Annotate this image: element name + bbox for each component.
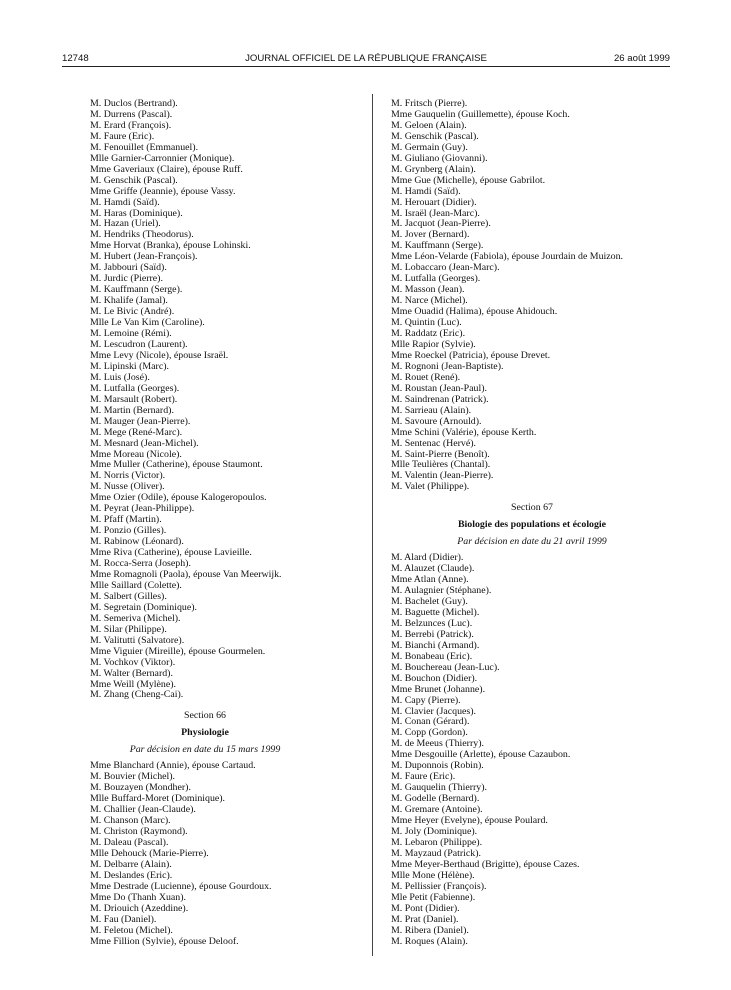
- name-entry: M. Sentenac (Hervé).: [391, 437, 476, 449]
- name-entry: M. Faure (Eric).: [90, 130, 155, 142]
- name-entry: M. Duponnois (Robin).: [391, 760, 484, 772]
- name-entry: M. Alauzet (Claude).: [391, 563, 475, 575]
- name-entry: M. Sarrieau (Alain).: [391, 404, 472, 416]
- name-entry: Mme Léon-Velarde (Fabiola), épouse Jourdain de Muizon.: [391, 251, 623, 263]
- name-entry: M. Valitutti (Salvatore).: [90, 634, 185, 646]
- name-entry: M. Lescudron (Laurent).: [90, 338, 188, 350]
- name-entry: M. Zhang (Cheng-Cai).: [90, 689, 184, 701]
- page-number: 12748: [62, 53, 89, 64]
- name-entry: M. Lutfalla (Georges).: [90, 382, 180, 394]
- name-entry: M. Luis (José).: [90, 371, 150, 383]
- name-entry: M. Alard (Didier).: [391, 552, 464, 564]
- name-entry: M. Rabinow (Léonard).: [90, 536, 184, 548]
- name-entry: M. Genschik (Pascal).: [90, 174, 178, 186]
- name-entry: M. Rocca-Serra (Joseph).: [90, 558, 191, 570]
- name-entry: M. Lemoine (Rémi).: [90, 328, 172, 340]
- name-entry: Mme Viguier (Mireille), épouse Gourmelen.: [90, 645, 266, 657]
- name-entry: Mme Blanchard (Annie), épouse Cartaud.: [90, 760, 256, 772]
- name-entry: M. Jurdic (Pierre).: [90, 273, 163, 285]
- name-entry: M. Driouich (Azeddine).: [90, 902, 189, 914]
- section-66-decision: Par décision en date du 15 mars 1999: [129, 744, 281, 756]
- name-entry: M. Gremare (Antoine).: [391, 804, 483, 816]
- name-entry: M. Mesnard (Jean-Michel).: [90, 437, 199, 449]
- name-entry: Mme Schini (Valérie), épouse Kerth.: [391, 426, 537, 438]
- page-header: [62, 53, 670, 67]
- name-entry: Mlle Teulières (Chantal).: [391, 459, 491, 471]
- left-names-list-a: [90, 99, 366, 701]
- name-entry: M. Quintin (Luc).: [391, 317, 462, 329]
- name-entry: M. Jover (Bernard).: [391, 229, 470, 241]
- name-entry: Mme Desgouille (Arlette), épouse Cazaubon.: [391, 749, 571, 761]
- name-entry: M. Hamdi (Saïd).: [90, 196, 160, 208]
- name-entry: M. Roustan (Jean-Paul).: [391, 382, 487, 394]
- name-entry: Mme Romagnoli (Paola), épouse Van Meerwijk.: [90, 568, 282, 580]
- section-67-title: Biologie des populations et écologie: [457, 519, 607, 531]
- name-entry: M. Capy (Pierre).: [391, 694, 461, 706]
- section-67-number: Section 67: [511, 502, 553, 514]
- name-entry: M. Bouvier (Michel).: [90, 771, 176, 783]
- name-entry: M. Segretain (Dominique).: [90, 601, 197, 613]
- name-entry: M. Norris (Victor).: [90, 470, 166, 482]
- name-entry: M. Savoure (Arnould).: [391, 415, 482, 427]
- section-67-decision: Par décision en date du 21 avril 1999: [457, 536, 607, 548]
- name-entry: M. Godelle (Bernard).: [391, 793, 480, 805]
- name-entry: M. Belzunces (Luc).: [391, 617, 473, 629]
- name-entry: Mme Moreau (Nicole).: [90, 448, 182, 460]
- name-entry: Mme Griffe (Jeannie), épouse Vassy.: [90, 185, 236, 197]
- journal-title: JOURNAL OFFICIEL DE LA RÉPUBLIQUE FRANÇAISE: [245, 53, 487, 64]
- name-entry: M. Prat (Daniel).: [391, 913, 459, 925]
- name-entry: Mme Levy (Nicole), épouse Israël.: [90, 349, 229, 361]
- name-entry: M. Pont (Didier).: [391, 902, 460, 914]
- name-entry: M. Herouart (Didier).: [391, 196, 477, 208]
- name-entry: M. Deslandes (Eric).: [90, 869, 173, 881]
- name-entry: M. Ribera (Daniel).: [391, 924, 469, 936]
- name-entry: M. Lebaron (Philippe).: [391, 836, 483, 848]
- name-entry: Mme Do (Thanh Xuan).: [90, 891, 186, 903]
- name-entry: Mlle Dehouck (Marie-Pierre).: [90, 847, 209, 859]
- name-entry: M. Bouzayen (Mondher).: [90, 782, 191, 794]
- name-entry: M. Marsault (Robert).: [90, 393, 178, 405]
- name-entry: Mme Destrade (Lucienne), épouse Gourdoux.: [90, 880, 272, 892]
- left-names-list-b: [90, 761, 366, 947]
- name-entry: M. Lutfalla (Georges).: [391, 273, 481, 285]
- name-entry: M. Rognoni (Jean-Baptiste).: [391, 360, 504, 372]
- name-entry: Mlle Saillard (Colette).: [90, 579, 182, 591]
- name-entry: M. Peyrat (Jean-Philippe).: [90, 503, 195, 515]
- name-entry: M. Bouchon (Didier).: [391, 672, 478, 684]
- name-entry: M. Challier (Jean-Claude).: [90, 804, 196, 816]
- right-names-list-a: [391, 99, 673, 493]
- name-entry: M. Duclos (Bertrand).: [90, 98, 178, 109]
- name-entry: M. Saint-Pierre (Benoît).: [391, 448, 490, 460]
- name-entry: M. Jacquot (Jean-Pierre).: [391, 218, 491, 230]
- name-entry: M. Valet (Philippe).: [391, 481, 470, 493]
- name-entry: Mme Gaveriaux (Claire), épouse Ruff.: [90, 163, 243, 175]
- name-entry: M. Hendriks (Theodorus).: [90, 229, 194, 241]
- name-entry: M. Martin (Bernard).: [90, 404, 174, 416]
- name-entry: M. Bonabeau (Eric).: [391, 650, 473, 662]
- name-entry: Mme Riva (Catherine), épouse Lavieille.: [90, 547, 252, 559]
- name-entry: Mlle Le Van Kim (Caroline).: [90, 317, 205, 329]
- name-entry: Mme Weill (Mylène).: [90, 678, 176, 690]
- name-entry: M. Pellissier (François).: [391, 880, 487, 892]
- name-entry: M. Lobaccaro (Jean-Marc).: [391, 262, 500, 274]
- name-entry: M. Jabbouri (Saïd).: [90, 262, 167, 274]
- name-entry: M. Conan (Gérard).: [391, 716, 470, 728]
- name-entry: M. Gauquelin (Thierry).: [391, 782, 487, 794]
- name-entry: M. Lipinski (Marc).: [90, 360, 169, 372]
- name-entry: M. Khalife (Jamal).: [90, 295, 168, 307]
- name-entry: M. Le Bivic (André).: [90, 306, 175, 318]
- name-entry: Mme Ozier (Odile), épouse Kalogeropoulos.: [90, 492, 267, 504]
- name-entry: M. Israël (Jean-Marc).: [391, 207, 480, 219]
- section-66-number: Section 66: [184, 710, 226, 722]
- name-entry: M. Fau (Daniel).: [90, 913, 157, 925]
- name-entry: M. Berrebi (Patrick).: [391, 628, 474, 640]
- name-entry: M. Mayzaud (Patrick).: [391, 847, 481, 859]
- name-entry: M. Erard (François).: [90, 119, 172, 131]
- name-entry: Mme Meyer-Berthaud (Brigitte), épouse Cazes.: [391, 858, 580, 870]
- name-entry: Mme Brunet (Johanne).: [391, 683, 486, 695]
- section-66-title: Physiologie: [181, 727, 229, 739]
- name-entry: M. Fenouillet (Emmanuel).: [90, 141, 199, 153]
- name-entry: M. Bianchi (Armand).: [391, 639, 480, 651]
- publication-date: 26 août 1999: [613, 53, 670, 64]
- column-divider: [372, 94, 373, 956]
- header-rule: [62, 66, 670, 67]
- name-entry: M. Copp (Gordon).: [391, 727, 468, 739]
- name-entry: Mme Roeckel (Patricia), épouse Drevet.: [391, 349, 551, 361]
- name-entry: M. Vochkov (Viktor).: [90, 656, 176, 668]
- name-entry: M. Delbarre (Alain).: [90, 858, 172, 870]
- right-column: [391, 99, 673, 947]
- name-entry: M. Durrens (Pascal).: [90, 108, 173, 120]
- name-entry: M. Roques (Alain).: [391, 935, 468, 947]
- name-entry: M. Mege (René-Marc).: [90, 426, 183, 438]
- name-entry: M. Kauffmann (Serge).: [90, 284, 183, 296]
- name-entry: M. Haras (Dominique).: [90, 207, 183, 219]
- name-entry: M. Salbert (Gilles).: [90, 590, 167, 602]
- name-entry: Mme Muller (Catherine), épouse Staumont.: [90, 459, 263, 471]
- name-entry: M. Baguette (Michel).: [391, 606, 480, 618]
- name-entry: Mme Fillion (Sylvie), épouse Deloof.: [90, 935, 239, 947]
- name-entry: M. Clavier (Jacques).: [391, 705, 477, 717]
- name-entry: Mme Horvat (Branka), épouse Lohinski.: [90, 240, 251, 252]
- name-entry: Mme Gue (Michelle), épouse Gabrilot.: [391, 174, 546, 186]
- right-names-list-b: [391, 553, 673, 947]
- name-entry: M. de Meeus (Thierry).: [391, 738, 484, 750]
- name-entry: Mlle Buffard-Moret (Dominique).: [90, 793, 226, 805]
- name-entry: M. Geloen (Alain).: [391, 119, 467, 131]
- name-entry: M. Raddatz (Eric).: [391, 328, 466, 340]
- name-entry: Mle Petit (Fabienne).: [391, 891, 476, 903]
- name-entry: M. Grynberg (Alain).: [391, 163, 476, 175]
- name-entry: Mme Heyer (Evelyne), épouse Poulard.: [391, 815, 548, 827]
- name-entry: M. Germain (Guy).: [391, 141, 468, 153]
- name-entry: M. Chanson (Marc).: [90, 815, 171, 827]
- name-entry: M. Hazan (Uriel).: [90, 218, 161, 230]
- name-entry: M. Mauger (Jean-Pierre).: [90, 415, 191, 427]
- name-entry: M. Nusse (Oliver).: [90, 481, 165, 493]
- name-entry: M. Rouet (René).: [391, 371, 461, 383]
- name-entry: M. Narce (Michel).: [391, 295, 468, 307]
- name-entry: Mme Gauquelin (Guillemette), épouse Koch.: [391, 108, 570, 120]
- name-entry: Mlle Rapior (Sylvie).: [391, 338, 476, 350]
- name-entry: M. Hamdi (Saïd).: [391, 185, 461, 197]
- name-entry: M. Walter (Bernard).: [90, 667, 173, 679]
- name-entry: M. Hubert (Jean-François).: [90, 251, 198, 263]
- name-entry: M. Saindrenan (Patrick).: [391, 393, 489, 405]
- name-entry: M. Ponzio (Gilles).: [90, 525, 167, 537]
- name-entry: M. Fritsch (Pierre).: [391, 98, 468, 109]
- name-entry: M. Bouchereau (Jean-Luc).: [391, 661, 500, 673]
- left-column: [90, 99, 366, 947]
- name-entry: M. Bachelet (Guy).: [391, 595, 468, 607]
- name-entry: M. Semeriva (Michel).: [90, 612, 181, 624]
- name-entry: M. Faure (Eric).: [391, 771, 456, 783]
- name-entry: M. Feletou (Michel).: [90, 924, 173, 936]
- name-entry: M. Joly (Dominique).: [391, 826, 478, 837]
- name-entry: M. Silar (Philippe).: [90, 623, 167, 635]
- name-entry: M. Kauffmann (Serge).: [391, 240, 484, 252]
- name-entry: M. Masson (Jean).: [391, 284, 465, 296]
- name-entry: M. Christon (Raymond).: [90, 826, 188, 837]
- name-entry: M. Giuliano (Giovanni).: [391, 152, 488, 164]
- name-entry: M. Valentin (Jean-Pierre).: [391, 470, 494, 482]
- name-entry: Mme Atlan (Anne).: [391, 574, 469, 586]
- name-entry: Mlle Garnier-Carronnier (Monique).: [90, 152, 235, 164]
- name-entry: M. Genschik (Pascal).: [391, 130, 479, 142]
- name-entry: Mlle Mone (Hélène).: [391, 869, 475, 881]
- name-entry: M. Daleau (Pascal).: [90, 836, 169, 848]
- name-entry: M. Pfaff (Martin).: [90, 514, 162, 526]
- name-entry: M. Aulagnier (Stéphane).: [391, 585, 492, 597]
- name-entry: Mme Ouadid (Halima), épouse Ahidouch.: [391, 306, 558, 318]
